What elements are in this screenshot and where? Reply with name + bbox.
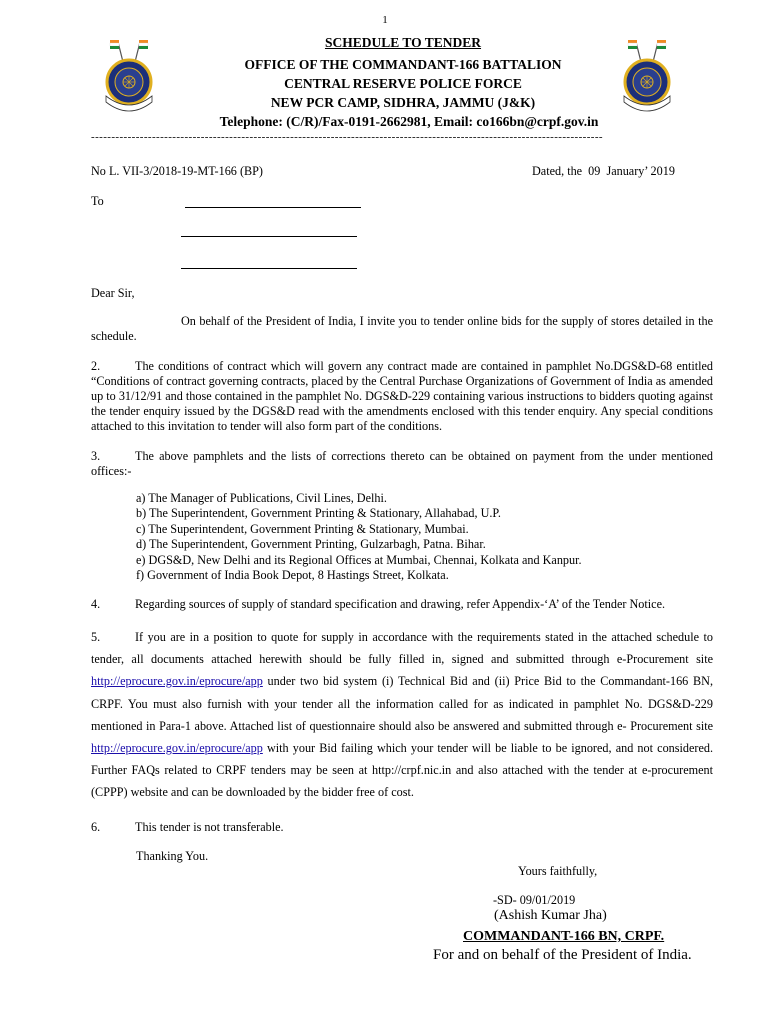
list-item: f) Government of India Book Depot, 8 Hastings Street, Kolkata. <box>136 568 449 583</box>
paragraph-3 <box>91 449 713 479</box>
to-label: To <box>91 194 104 208</box>
on-behalf-line: For and on behalf of the President of India. <box>433 947 692 963</box>
list-item: c) The Superintendent, Government Printing & Stationary, Mumbai. <box>136 521 469 536</box>
paragraph-4-text: Regarding sources of supply of standard specification and drawing, refer Appendix-‘A’ of the Tender Notice. <box>135 597 666 611</box>
list-item: e) DGS&D, New Delhi and its Regional Offices at Mumbai, Chennai, Kolkata and Kanpur. <box>136 552 582 567</box>
salutation: Dear Sir, <box>91 286 135 300</box>
paragraph-5 <box>91 626 713 804</box>
list-item: d) The Superintendent, Government Printing, Gulzarbagh, Patna. Bihar. <box>136 537 486 552</box>
closing: Yours faithfully, <box>518 864 598 878</box>
paragraph-number: 6. <box>91 820 101 834</box>
paragraph-number: 5. <box>91 630 101 644</box>
signatory-name: (Ashish Kumar Jha) <box>494 908 607 923</box>
reference-number: No L. VII-3/2018-19-MT-166 (BP) <box>91 164 263 178</box>
force-name: CENTRAL RESERVE POLICE FORCE <box>284 76 522 91</box>
paragraph-2-text: The conditions of contract which will govern any contract made are contained in pamphlet No.DGS&D-68 entitled “Conditions of contract governing contracts, placed by the Central Purchase Organizations of Government of India as amended up to 31/12/91 and those contained in the pamphlet No. DGS&D-229 containing various instructions to bidders quoting against the tender enquiry issued by the DGS&D read with the amendments enclosed with this tender enquiry. Any special conditions attached to this invitation to tender will also form part of the conditions. <box>91 359 713 433</box>
paragraph-number: 2. <box>91 359 101 373</box>
paragraph-6 <box>91 820 713 835</box>
offices-list <box>136 491 582 583</box>
paragraph-2 <box>91 359 713 434</box>
paragraph-5-text: under two bid system (i) Technical Bid and (ii) Price Bid to the Commandant-166 BN, CRPF. You must also furnish with your tender all the information called for as indicated in pamphlet No. DGS&D-229 mentioned in Para-1 above. Attached list of questionnaire should also be answered and submitted through e- Procurement site <box>91 674 713 733</box>
address-blank-line <box>181 267 357 269</box>
header-divider: ------------------------------------------------------------------------------------------------------------------------------ <box>91 131 603 143</box>
paragraph-number: 3. <box>91 449 101 463</box>
intro-text: On behalf of the President of India, I invite you to tender online bids for the supply of stores detailed in the schedule. <box>91 314 713 343</box>
thanking-line: Thanking You. <box>136 849 209 863</box>
office-name: OFFICE OF THE COMMANDANT-166 BATTALION <box>244 57 562 72</box>
list-item: a) The Manager of Publications, Civil Lines, Delhi. <box>136 491 387 505</box>
intro-paragraph <box>91 314 713 344</box>
list-item: b) The Superintendent, Government Printing & Stationary, Allahabad, U.P. <box>136 506 501 521</box>
paragraph-4 <box>91 597 713 612</box>
eprocure-link[interactable]: http://eprocure.gov.in/eprocure/app <box>91 741 263 756</box>
address-blank-line <box>181 235 357 237</box>
office-address: NEW PCR CAMP, SIDHRA, JAMMU (J&K) <box>270 95 536 110</box>
signatory-designation: COMMANDANT-166 BN, CRPF. <box>463 929 665 944</box>
paragraph-5-text: If you are in a position to quote for supply in accordance with the requirements stated in the attached schedule to tender, all documents attached herewith should be fully filled in, signed and submitted through e-Procurement site <box>91 630 713 667</box>
letter-date: Dated, the 09 January’ 2019 <box>532 164 675 178</box>
paragraph-number: 4. <box>91 597 101 611</box>
eprocure-link[interactable]: http://eprocure.gov.in/eprocure/app <box>91 674 263 689</box>
contact-line: Telephone: (C/R)/Fax-0191-2662981, Email: co166bn@crpf.gov.in <box>219 114 599 129</box>
paragraph-5-text: with your Bid failing which your tender will be liable to be ignored, and not considered. Further FAQs related to CRPF tenders may be seen at http://crpf.nic.in and also attached with the tender at e-procurement (CPPP) website and can be downloaded by the bidder free of cost. <box>91 741 713 800</box>
signature-sd: -SD- 09/01/2019 <box>493 893 576 907</box>
paragraph-3-text: The above pamphlets and the lists of corrections thereto can be obtained on payment from the under mentioned offices:- <box>91 449 713 478</box>
paragraph-6-text: This tender is not transferable. <box>135 820 284 834</box>
document-title: SCHEDULE TO TENDER <box>324 35 482 50</box>
page-number: 1 <box>382 14 388 26</box>
address-blank-line <box>185 206 361 208</box>
